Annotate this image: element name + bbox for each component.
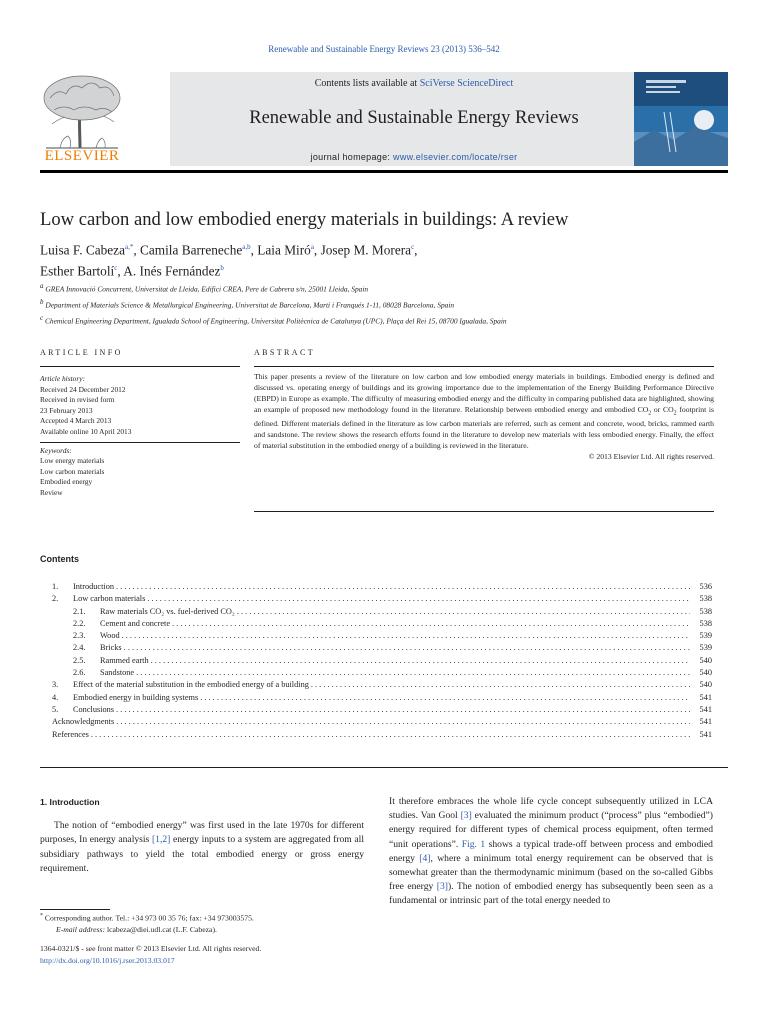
toc-entry[interactable] bbox=[52, 630, 712, 642]
elsevier-logo[interactable] bbox=[40, 70, 124, 166]
contents-available-text: Contents lists available at bbox=[314, 78, 420, 89]
toc-title[interactable]: Rammed earth bbox=[100, 655, 149, 665]
toc-entry[interactable] bbox=[52, 642, 712, 654]
toc-page-number[interactable]: 536 bbox=[699, 582, 712, 591]
toc-page-number[interactable]: 541 bbox=[699, 704, 712, 714]
author-affiliation-marker[interactable]: a,b bbox=[242, 243, 251, 251]
paragraph: The notion of “embodied energy” was first used in the late 1970s for different purposes, In energy analysis [1,2] energy inputs to a system are aggregated from all subsidiary pathways to yield the total embodied energy or gross energy requirement. bbox=[40, 820, 364, 874]
journal-cover-image[interactable] bbox=[634, 72, 728, 166]
history-item: Received 24 December 2012 bbox=[40, 384, 126, 394]
toc-leader-dots bbox=[172, 618, 690, 630]
affiliation-text: Department of Materials Science & Metallurgical Engineering, Universitat de Barcelona, Martí i Franqués 1-11, 08028 Barcelona, Spain bbox=[45, 300, 455, 310]
toc-entry[interactable] bbox=[52, 716, 712, 728]
body-column-left bbox=[40, 795, 364, 876]
toc-title[interactable]: Low carbon materials bbox=[73, 594, 146, 604]
toc-leader-dots bbox=[136, 667, 690, 679]
abstract-copyright: © 2013 Elsevier Ltd. All rights reserved. bbox=[588, 451, 714, 461]
author-list: Luisa F. Cabeza$^{a,*}$, Camila Barreneche$^{a,b}$, Laia Miró$^a$, Josep M. Morera$^c$, Esther Bartolí$^c$, A. Inés Fernández$^b$ bbox=[40, 242, 418, 279]
section-heading-introduction: 1. Introduction bbox=[40, 797, 100, 807]
keyword: Review bbox=[40, 487, 63, 497]
journal-citation[interactable]: Renewable and Sustainable Energy Reviews 23 (2013) 536–542 bbox=[268, 44, 500, 54]
journal-header bbox=[40, 70, 728, 170]
toc-entry[interactable] bbox=[52, 667, 712, 679]
toc-number: 2. bbox=[52, 594, 59, 604]
header-rule bbox=[40, 170, 728, 173]
toc-title[interactable]: Bricks bbox=[100, 643, 122, 653]
toc-title[interactable]: Embodied energy in building systems bbox=[73, 692, 199, 702]
toc-entry[interactable] bbox=[52, 655, 712, 667]
footnote bbox=[40, 911, 254, 936]
toc-number: 2.4. bbox=[73, 643, 86, 653]
journal-homepage-line bbox=[170, 152, 658, 162]
affiliations bbox=[40, 280, 507, 328]
toc-entry[interactable] bbox=[52, 729, 712, 741]
contents-bottom-rule bbox=[40, 767, 728, 768]
toc-entry[interactable] bbox=[52, 704, 712, 716]
affiliation-text: Chemical Engineering Department, Igualada School of Engineering, Universitat Politècnica de Catalunya (UPC), Plaça del Rei 15, 08700 Igualada, Spain bbox=[44, 316, 507, 326]
journal-title: Renewable and Sustainable Energy Reviews bbox=[249, 108, 579, 128]
article-title: Low carbon and low embodied energy materials in buildings: A review bbox=[40, 209, 569, 230]
article-info-heading: ARTICLE INFO bbox=[40, 348, 123, 357]
keyword: Low energy materials bbox=[40, 456, 105, 466]
toc-title[interactable]: Cement and concrete bbox=[100, 618, 171, 628]
toc-leader-dots bbox=[311, 679, 690, 691]
history-item: Received in revised form bbox=[40, 395, 115, 405]
toc-page-number[interactable]: 539 bbox=[699, 643, 712, 653]
affiliation-marker: c bbox=[40, 313, 44, 322]
journal-cover-icon bbox=[634, 72, 728, 166]
toc-page-number[interactable]: 538 bbox=[699, 618, 712, 628]
sciencedirect-link[interactable]: SciVerse ScienceDirect bbox=[419, 78, 514, 89]
author-name[interactable]: Camila Barreneche bbox=[139, 242, 243, 258]
toc-entry[interactable] bbox=[52, 593, 712, 605]
homepage-label: journal homepage: bbox=[310, 152, 394, 162]
toc-leader-dots bbox=[116, 704, 690, 716]
author-affiliation-marker[interactable]: b bbox=[220, 264, 224, 273]
email-line: E-mail address: lcabeza@diei.udl.cat (L.F. Cabeza). bbox=[56, 925, 217, 935]
contents-title: Contents bbox=[40, 554, 79, 564]
keywords-label: Keywords: bbox=[40, 445, 72, 455]
abstract-body bbox=[254, 372, 714, 463]
toc-title[interactable]: Raw materials CO₂ vs. fuel-derived CO₂ bbox=[100, 606, 235, 616]
toc-number: 2.1. bbox=[73, 606, 86, 616]
toc-page-number[interactable]: 541 bbox=[699, 692, 712, 702]
toc-page-number[interactable]: 540 bbox=[699, 680, 712, 690]
toc-title[interactable]: Wood bbox=[100, 631, 120, 641]
author-name[interactable]: Esther Bartolí bbox=[40, 263, 115, 279]
history-label: Article history: bbox=[40, 374, 85, 383]
toc-page-number[interactable]: 538 bbox=[699, 606, 712, 616]
toc-number: 3. bbox=[52, 680, 59, 690]
elsevier-wordmark: ELSEVIER bbox=[44, 148, 120, 164]
doi-link[interactable]: http://dx.doi.org/10.1016/j.rser.2013.03.017 bbox=[40, 955, 175, 965]
body-column-right bbox=[389, 795, 713, 909]
toc-number: 2.6. bbox=[73, 668, 86, 678]
contents-available-line bbox=[170, 78, 658, 89]
toc-entry[interactable] bbox=[52, 606, 712, 618]
toc-leader-dots bbox=[151, 655, 690, 667]
toc-leader-dots bbox=[116, 716, 690, 728]
keyword: Low carbon materials bbox=[40, 466, 105, 476]
history-item: Accepted 4 March 2013 bbox=[40, 416, 112, 426]
toc-leader-dots bbox=[147, 593, 690, 605]
toc-title[interactable]: References bbox=[52, 729, 89, 739]
toc-entry[interactable] bbox=[52, 692, 712, 704]
toc-title[interactable]: Effect of the material substitution in the embodied energy of a building bbox=[73, 680, 309, 690]
info-divider bbox=[40, 442, 240, 443]
author-name[interactable]: Laia Miró bbox=[257, 242, 311, 258]
author-affiliation-marker[interactable]: c bbox=[114, 264, 118, 273]
citation-link[interactable]: [3] bbox=[460, 810, 472, 822]
toc-page-number[interactable]: 541 bbox=[699, 717, 712, 727]
toc-number: 5. bbox=[52, 704, 59, 714]
toc-leader-dots bbox=[200, 692, 690, 704]
toc-title[interactable]: Acknowledgments bbox=[52, 717, 115, 727]
toc-leader-dots bbox=[91, 729, 690, 741]
toc-entry[interactable] bbox=[52, 581, 712, 593]
toc-page-number[interactable]: 540 bbox=[699, 668, 712, 678]
toc-entry[interactable] bbox=[52, 618, 712, 630]
toc-page-number[interactable]: 539 bbox=[699, 631, 712, 641]
abstract-heading: ABSTRACT bbox=[254, 348, 315, 357]
author-affiliation-marker[interactable]: a bbox=[310, 243, 314, 251]
toc-number: 1. bbox=[52, 582, 59, 591]
toc-number: 4. bbox=[52, 692, 59, 702]
abstract-text: This paper presents a review of the literature on low carbon and low embodied energy materials in buildings. Embodied energy is defined and discussed vs. operating energy of buildings and its growing importance due to the implementation of the Energy Building Performance Directive (EBPD) in Europe as example. The difficulty of measuring embodied energy and the difficulty in comparing published data are highlighted, showing an example of proposed new methodology found in the literature. Relationship between embodied energy and embodied $CO_2$ or $CO_2$ footprint is defined. Different materials defined in the literature as low carbon materials are referred, such as cement and concrete, wood, bricks, rammed earth and sandstone. The review shows the research efforts found in the literature to develop new materials with less embodied energy. Finally, the effect of material substitution in the embodied energy of a building is reviewed in the literature. bbox=[254, 372, 715, 450]
publication-meta bbox=[40, 943, 261, 966]
toc-page-number[interactable]: 538 bbox=[699, 594, 712, 604]
citation-link[interactable]: [1,2] bbox=[151, 834, 171, 846]
author-name[interactable]: Josep M. Morera bbox=[320, 242, 412, 258]
keyword: Embodied energy bbox=[40, 477, 93, 487]
toc-title[interactable]: Introduction bbox=[73, 582, 115, 591]
homepage-link[interactable]: www.elsevier.com/locate/rser bbox=[393, 152, 518, 162]
toc-leader-dots bbox=[116, 581, 690, 593]
toc-number: 2.5. bbox=[73, 655, 86, 665]
article-info-rule bbox=[40, 366, 240, 367]
author-affiliation-marker[interactable]: a,* bbox=[124, 243, 134, 251]
toc-leader-dots bbox=[237, 606, 690, 618]
footnote-rule bbox=[40, 909, 110, 910]
affiliation-marker: a bbox=[40, 282, 44, 290]
article-info bbox=[40, 374, 240, 499]
affiliation-item bbox=[40, 312, 507, 328]
toc-page-number[interactable]: 541 bbox=[699, 729, 712, 739]
history-item: Available online 10 April 2013 bbox=[40, 426, 132, 436]
history-item: 23 February 2013 bbox=[40, 405, 93, 415]
citation-link[interactable]: [4] bbox=[419, 852, 431, 864]
affiliation-text: GREA Innovació Concurrent, Universitat de Lleida, Edifici CREA, Pere de Cabrera s/n, 25001 Lleida, Spain bbox=[45, 284, 369, 294]
abstract-bottom-rule bbox=[254, 511, 714, 512]
toc-page-number[interactable]: 540 bbox=[699, 655, 712, 665]
toc-number: 2.3. bbox=[73, 631, 86, 641]
author-name[interactable]: Luisa F. Cabeza bbox=[40, 242, 125, 258]
author-affiliation-marker[interactable]: c bbox=[411, 243, 415, 251]
author-name[interactable]: A. Inés Fernández bbox=[123, 263, 221, 279]
abstract-rule bbox=[254, 366, 714, 367]
citation-link[interactable]: [3] bbox=[436, 881, 448, 893]
issn-line: 1364-0321/$ - see front matter © 2013 Elsevier Ltd. All rights reserved. bbox=[40, 944, 262, 953]
toc-title[interactable]: Conclusions bbox=[73, 704, 115, 714]
figure-link[interactable]: Fig. 1 bbox=[461, 838, 486, 850]
toc-title[interactable]: Sandstone bbox=[100, 668, 135, 678]
table-of-contents bbox=[52, 581, 712, 741]
email-address[interactable]: lcabeza@diei.udl.cat (L.F. Cabeza). bbox=[105, 925, 217, 935]
corresponding-author-note: * Corresponding author. Tel.: +34 973 00 35 76; fax: +34 973003575. bbox=[40, 913, 254, 923]
toc-entry[interactable] bbox=[52, 679, 712, 691]
toc-number: 2.2. bbox=[73, 618, 86, 628]
affiliation-marker: b bbox=[40, 297, 44, 306]
affiliation-item bbox=[40, 280, 507, 296]
paragraph: It therefore embraces the whole life cycle concept subsequently utilized in LCA studies. Van Gool [3] evaluated the minimum product (“process” plus “embodied”) energy required for different types of chemical process equipment, often termed “unit operations”. Fig. 1 shows a typical trade-off between process and embodied energy [4], where a minimum total energy requirement can be observed that is somewhat greater than the thermodynamic minimum (based on the so-called Gibbs free energy [3]). The notion of embodied energy has subsequently been seen as a fundamental or intrinsic part of the total energy needed to bbox=[389, 796, 714, 907]
journal-banner bbox=[170, 72, 658, 166]
toc-leader-dots bbox=[124, 642, 690, 654]
toc-leader-dots bbox=[122, 630, 690, 642]
affiliation-item bbox=[40, 296, 507, 312]
